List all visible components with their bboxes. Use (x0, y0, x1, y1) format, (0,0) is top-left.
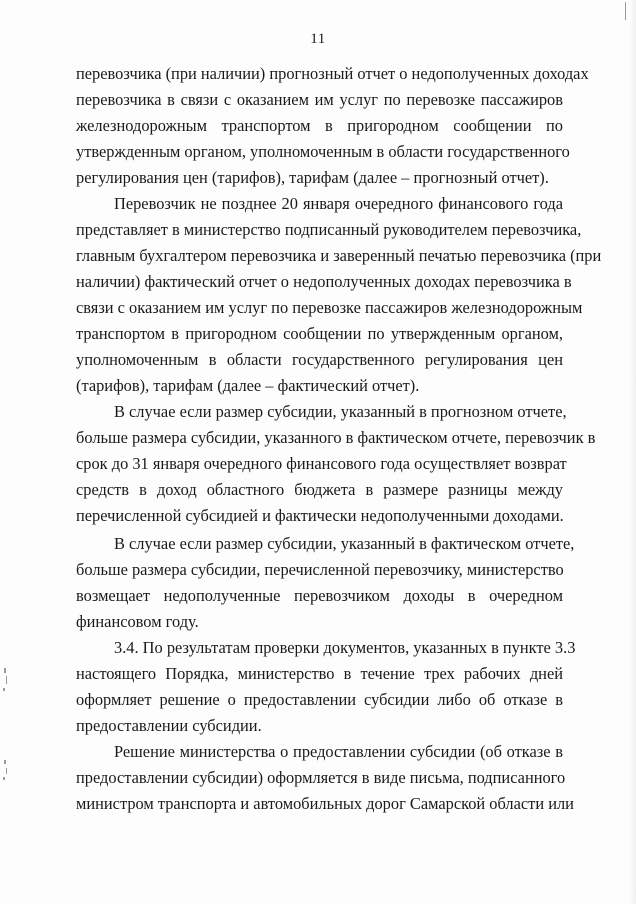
text-line: утвержденным органом, уполномоченным в области государственного (76, 142, 570, 161)
scan-artifact (3, 777, 5, 780)
text-line: регулирования цен (тарифов), тарифам (далее – прогнозный отчет). (76, 168, 549, 187)
text-line: перевозчика (при наличии) прогнозный отчет о недополученных доходах (76, 64, 589, 83)
text-line: настоящего Порядка, министерство в течение трех рабочих дней (76, 664, 563, 683)
page-number: 11 (310, 31, 326, 47)
text-line: срок до 31 января очередного финансового года осуществляет возврат (76, 454, 567, 473)
scan-artifact (625, 2, 626, 20)
scan-artifact (6, 768, 7, 774)
text-line: железнодорожным транспортом в пригородном сообщении по (76, 116, 563, 135)
scan-artifact (4, 668, 6, 673)
scan-artifact (3, 688, 5, 691)
text-line: предоставлении субсидии. (76, 716, 262, 735)
text-line: наличии) фактический отчет о недополученных доходах перевозчика в (76, 272, 572, 291)
text-line: больше размера субсидии, указанного в фактическом отчете, перевозчик в (76, 428, 596, 447)
text-line: уполномоченным в области государственного регулирования цен (76, 350, 563, 369)
paragraph-actual-report (76, 191, 602, 399)
text-line: представляет в министерство подписанный руководителем перевозчика, (76, 220, 582, 239)
text-line: 3.4. По результатам проверки документов, указанных в пункте 3.3 (114, 638, 576, 657)
paragraph-subsidy-compensation (76, 531, 575, 635)
paragraph-subsidy-refund (76, 399, 596, 529)
text-line: В случае если размер субсидии, указанный в прогнозном отчете, (114, 402, 567, 421)
text-line: финансовом году. (76, 612, 199, 631)
paragraph-forecast-report (76, 61, 589, 191)
text-line: перевозчика в связи с оказанием им услуг по перевозке пассажиров (76, 90, 563, 109)
text-line: средств в доход областного бюджета в размере разницы между (76, 480, 563, 499)
scan-artifact (6, 676, 7, 684)
text-line: оформляет решение о предоставлении субсидии либо об отказе в (76, 690, 563, 709)
page-edge (630, 0, 636, 904)
text-line: связи с оказанием им услуг по перевозке пассажиров железнодорожным (76, 298, 583, 317)
text-line: В случае если размер субсидии, указанный в фактическом отчете, (114, 534, 575, 553)
scan-artifact (4, 760, 6, 764)
text-line: Перевозчик не позднее 20 января очередного финансового года (114, 194, 563, 213)
text-line: предоставлении субсидии) оформляется в виде письма, подписанного (76, 768, 566, 787)
paragraph-ministry-decision (76, 739, 574, 817)
paragraph-clause-3-4 (76, 635, 576, 739)
text-line: Решение министерства о предоставлении субсидии (об отказе в (114, 742, 563, 761)
text-line: транспортом в пригородном сообщении по утвержденным органом, (76, 324, 563, 343)
text-line: министром транспорта и автомобильных дорог Самарской области или (76, 794, 574, 813)
text-line: (тарифов), тарифам (далее – фактический отчет). (76, 376, 420, 395)
text-line: главным бухгалтером перевозчика и заверенный печатью перевозчика (при (76, 246, 602, 265)
text-line: перечисленной субсидией и фактически недополученными доходами. (76, 506, 564, 525)
text-line: возмещает недополученные перевозчиком доходы в очередном (76, 586, 563, 605)
text-line: больше размера субсидии, перечисленной перевозчику, министерство (76, 560, 564, 579)
